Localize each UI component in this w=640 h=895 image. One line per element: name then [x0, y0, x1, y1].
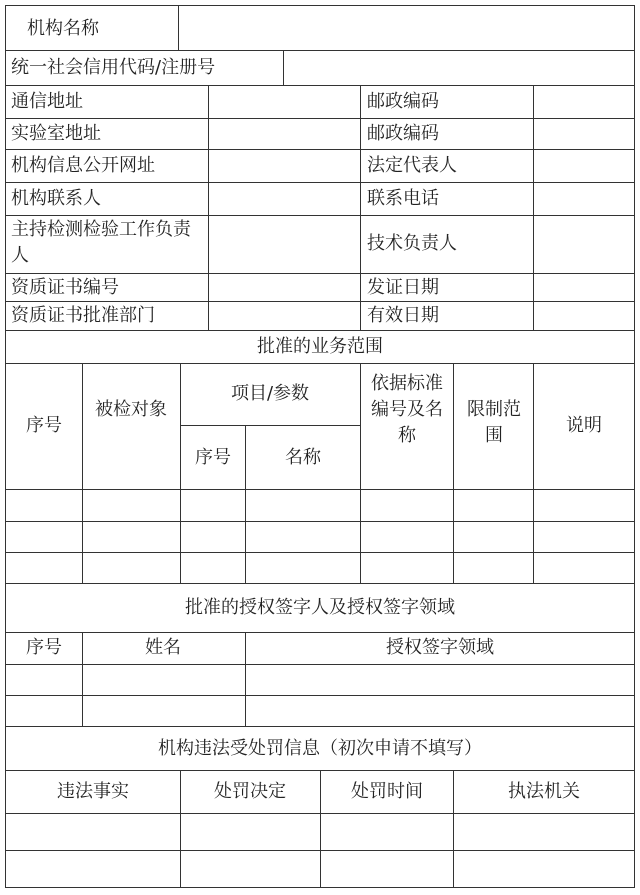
rule [5, 5, 635, 6]
rule [320, 770, 321, 887]
info-left-label: 主持检测检验工作负责人 [11, 219, 191, 266]
info-left-label: 机构信息公开网址 [11, 155, 155, 176]
rule [533, 85, 534, 330]
rule [5, 85, 635, 86]
scope-section-title: 批准的业务范围 [257, 336, 383, 357]
rule [5, 149, 635, 150]
rule [5, 301, 635, 302]
info-right-label: 联系电话 [367, 188, 439, 209]
rule [5, 118, 635, 119]
info-left-label: 通信地址 [11, 91, 83, 112]
rule [82, 363, 83, 583]
rule [360, 363, 361, 583]
credit-code-label: 统一社会信用代码/注册号 [11, 57, 216, 78]
rule [5, 363, 635, 364]
rule [5, 887, 635, 888]
rule [5, 726, 635, 727]
rule [5, 489, 635, 490]
rule [5, 632, 635, 633]
rule [5, 664, 635, 665]
info-right-label: 发证日期 [367, 277, 439, 298]
rule [453, 363, 454, 583]
rule [5, 552, 635, 553]
penalty-col-fact: 违法事实 [57, 781, 129, 802]
rule [245, 632, 246, 726]
scope-col-limit: 限制范围 [467, 399, 521, 446]
rule [5, 273, 635, 274]
scope-col-item-no: 序号 [195, 447, 231, 468]
signatory-col-field: 授权签字领域 [386, 637, 494, 658]
scope-col-note: 说明 [566, 415, 602, 436]
penalty-section-title: 机构违法受处罚信息（初次申请不填写） [158, 738, 482, 759]
scope-col-basis: 依据标准编号及名称 [371, 373, 443, 446]
signatory-section-title: 批准的授权签字人及授权签字领域 [185, 597, 455, 618]
rule [180, 363, 181, 583]
rule [82, 632, 83, 726]
rule [208, 85, 209, 330]
rule [180, 425, 360, 426]
info-right-label: 法定代表人 [367, 155, 457, 176]
penalty-col-time: 处罚时间 [351, 781, 423, 802]
info-right-label: 邮政编码 [367, 91, 439, 112]
rule [180, 770, 181, 887]
rule [5, 182, 635, 183]
rule [634, 5, 635, 888]
info-left-label: 资质证书编号 [11, 277, 119, 298]
signatory-col-no: 序号 [26, 637, 62, 658]
rule [178, 5, 179, 50]
rule [5, 330, 635, 331]
rule [5, 215, 635, 216]
rule [5, 521, 635, 522]
info-left-label: 资质证书批准部门 [11, 305, 155, 326]
info-left-label: 实验室地址 [11, 123, 101, 144]
registration-form-table [5, 5, 635, 888]
scope-col-item: 项目/参数 [230, 383, 310, 404]
rule [5, 50, 635, 51]
rule [283, 50, 284, 85]
rule [5, 5, 6, 888]
info-left-label: 机构联系人 [11, 188, 101, 209]
penalty-col-decision: 处罚决定 [214, 781, 286, 802]
org-name-label: 机构名称 [27, 18, 99, 39]
rule [5, 695, 635, 696]
rule [533, 363, 534, 583]
rule [5, 583, 635, 584]
rule [453, 770, 454, 887]
rule [360, 85, 361, 330]
info-right-label: 技术负责人 [367, 233, 457, 254]
scope-col-item-name: 名称 [285, 447, 321, 468]
scope-col-object: 被检对象 [95, 399, 167, 420]
rule [245, 425, 246, 583]
scope-col-no: 序号 [26, 415, 62, 436]
info-right-label: 邮政编码 [367, 123, 439, 144]
penalty-col-agency: 执法机关 [508, 781, 580, 802]
info-right-label: 有效日期 [367, 305, 439, 326]
signatory-col-name: 姓名 [145, 637, 181, 658]
